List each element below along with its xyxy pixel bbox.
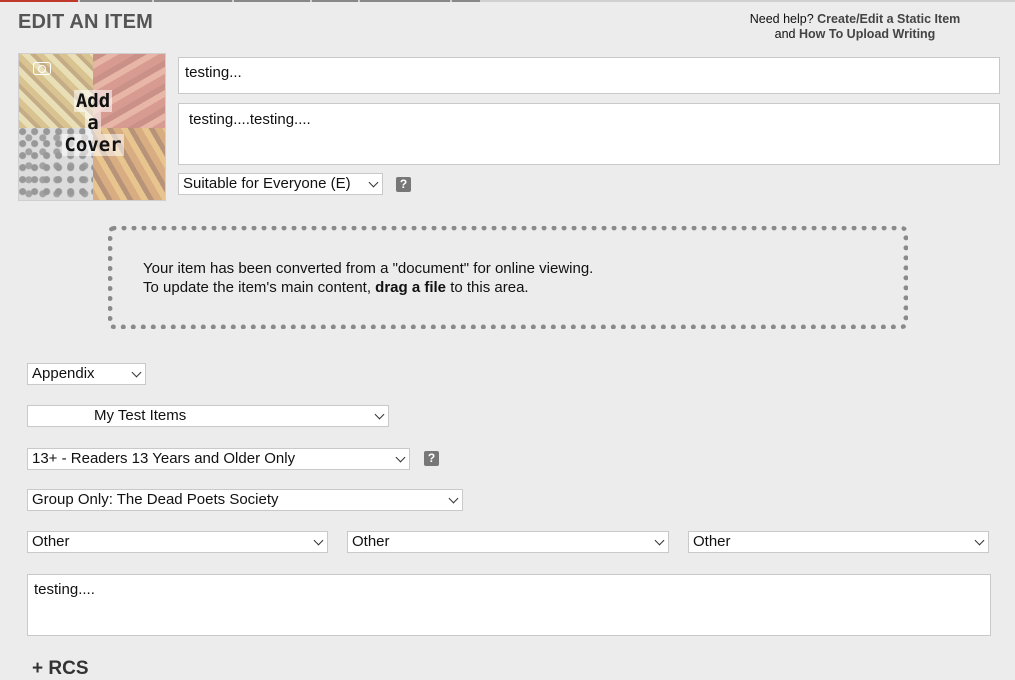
chevron-down-icon <box>132 368 142 378</box>
genre-select-2[interactable]: Other <box>347 531 669 553</box>
content-rating-select[interactable]: Suitable for Everyone (E) <box>178 173 383 195</box>
help-joiner: and <box>774 27 796 41</box>
top-tab-strip <box>0 0 1015 2</box>
add-cover-button[interactable] <box>18 53 166 201</box>
add-cover-label: Add a Cover <box>64 90 122 156</box>
dropzone-line-1: Your item has been converted from a "document" for online viewing. <box>143 260 594 277</box>
help-icon[interactable]: ? <box>424 451 439 466</box>
rcs-section-toggle[interactable]: + RCS <box>32 658 89 679</box>
folder-select[interactable]: My Test Items <box>27 405 389 427</box>
chevron-down-icon <box>369 178 379 188</box>
create-edit-static-item-link[interactable]: Create/Edit a Static Item <box>817 12 961 26</box>
chevron-down-icon <box>449 494 459 504</box>
camera-icon <box>33 62 51 75</box>
chevron-down-icon <box>655 536 665 546</box>
genre-select-1[interactable]: Other <box>27 531 328 553</box>
item-type-select[interactable]: Appendix <box>27 363 146 385</box>
chevron-down-icon <box>375 410 385 420</box>
how-to-upload-writing-link[interactable]: How To Upload Writing <box>799 27 936 41</box>
age-rating-select[interactable]: 13+ - Readers 13 Years and Older Only <box>27 448 410 470</box>
file-drop-zone[interactable] <box>108 226 908 329</box>
chevron-down-icon <box>975 536 985 546</box>
notes-input[interactable]: testing.... <box>27 574 991 636</box>
item-title-input[interactable]: testing... <box>178 57 1000 94</box>
chevron-down-icon <box>396 453 406 463</box>
access-select[interactable]: Group Only: The Dead Poets Society <box>27 489 463 511</box>
help-prefix: Need help? <box>749 12 814 26</box>
help-icon[interactable]: ? <box>396 177 411 192</box>
help-text <box>715 12 995 42</box>
item-description-input[interactable]: testing....testing.... <box>178 103 1000 165</box>
genre-select-3[interactable]: Other <box>688 531 989 553</box>
page-title: EDIT AN ITEM <box>18 11 153 33</box>
chevron-down-icon <box>314 536 324 546</box>
dropzone-line-2: To update the item's main content, drag a file to this area. <box>143 279 529 296</box>
